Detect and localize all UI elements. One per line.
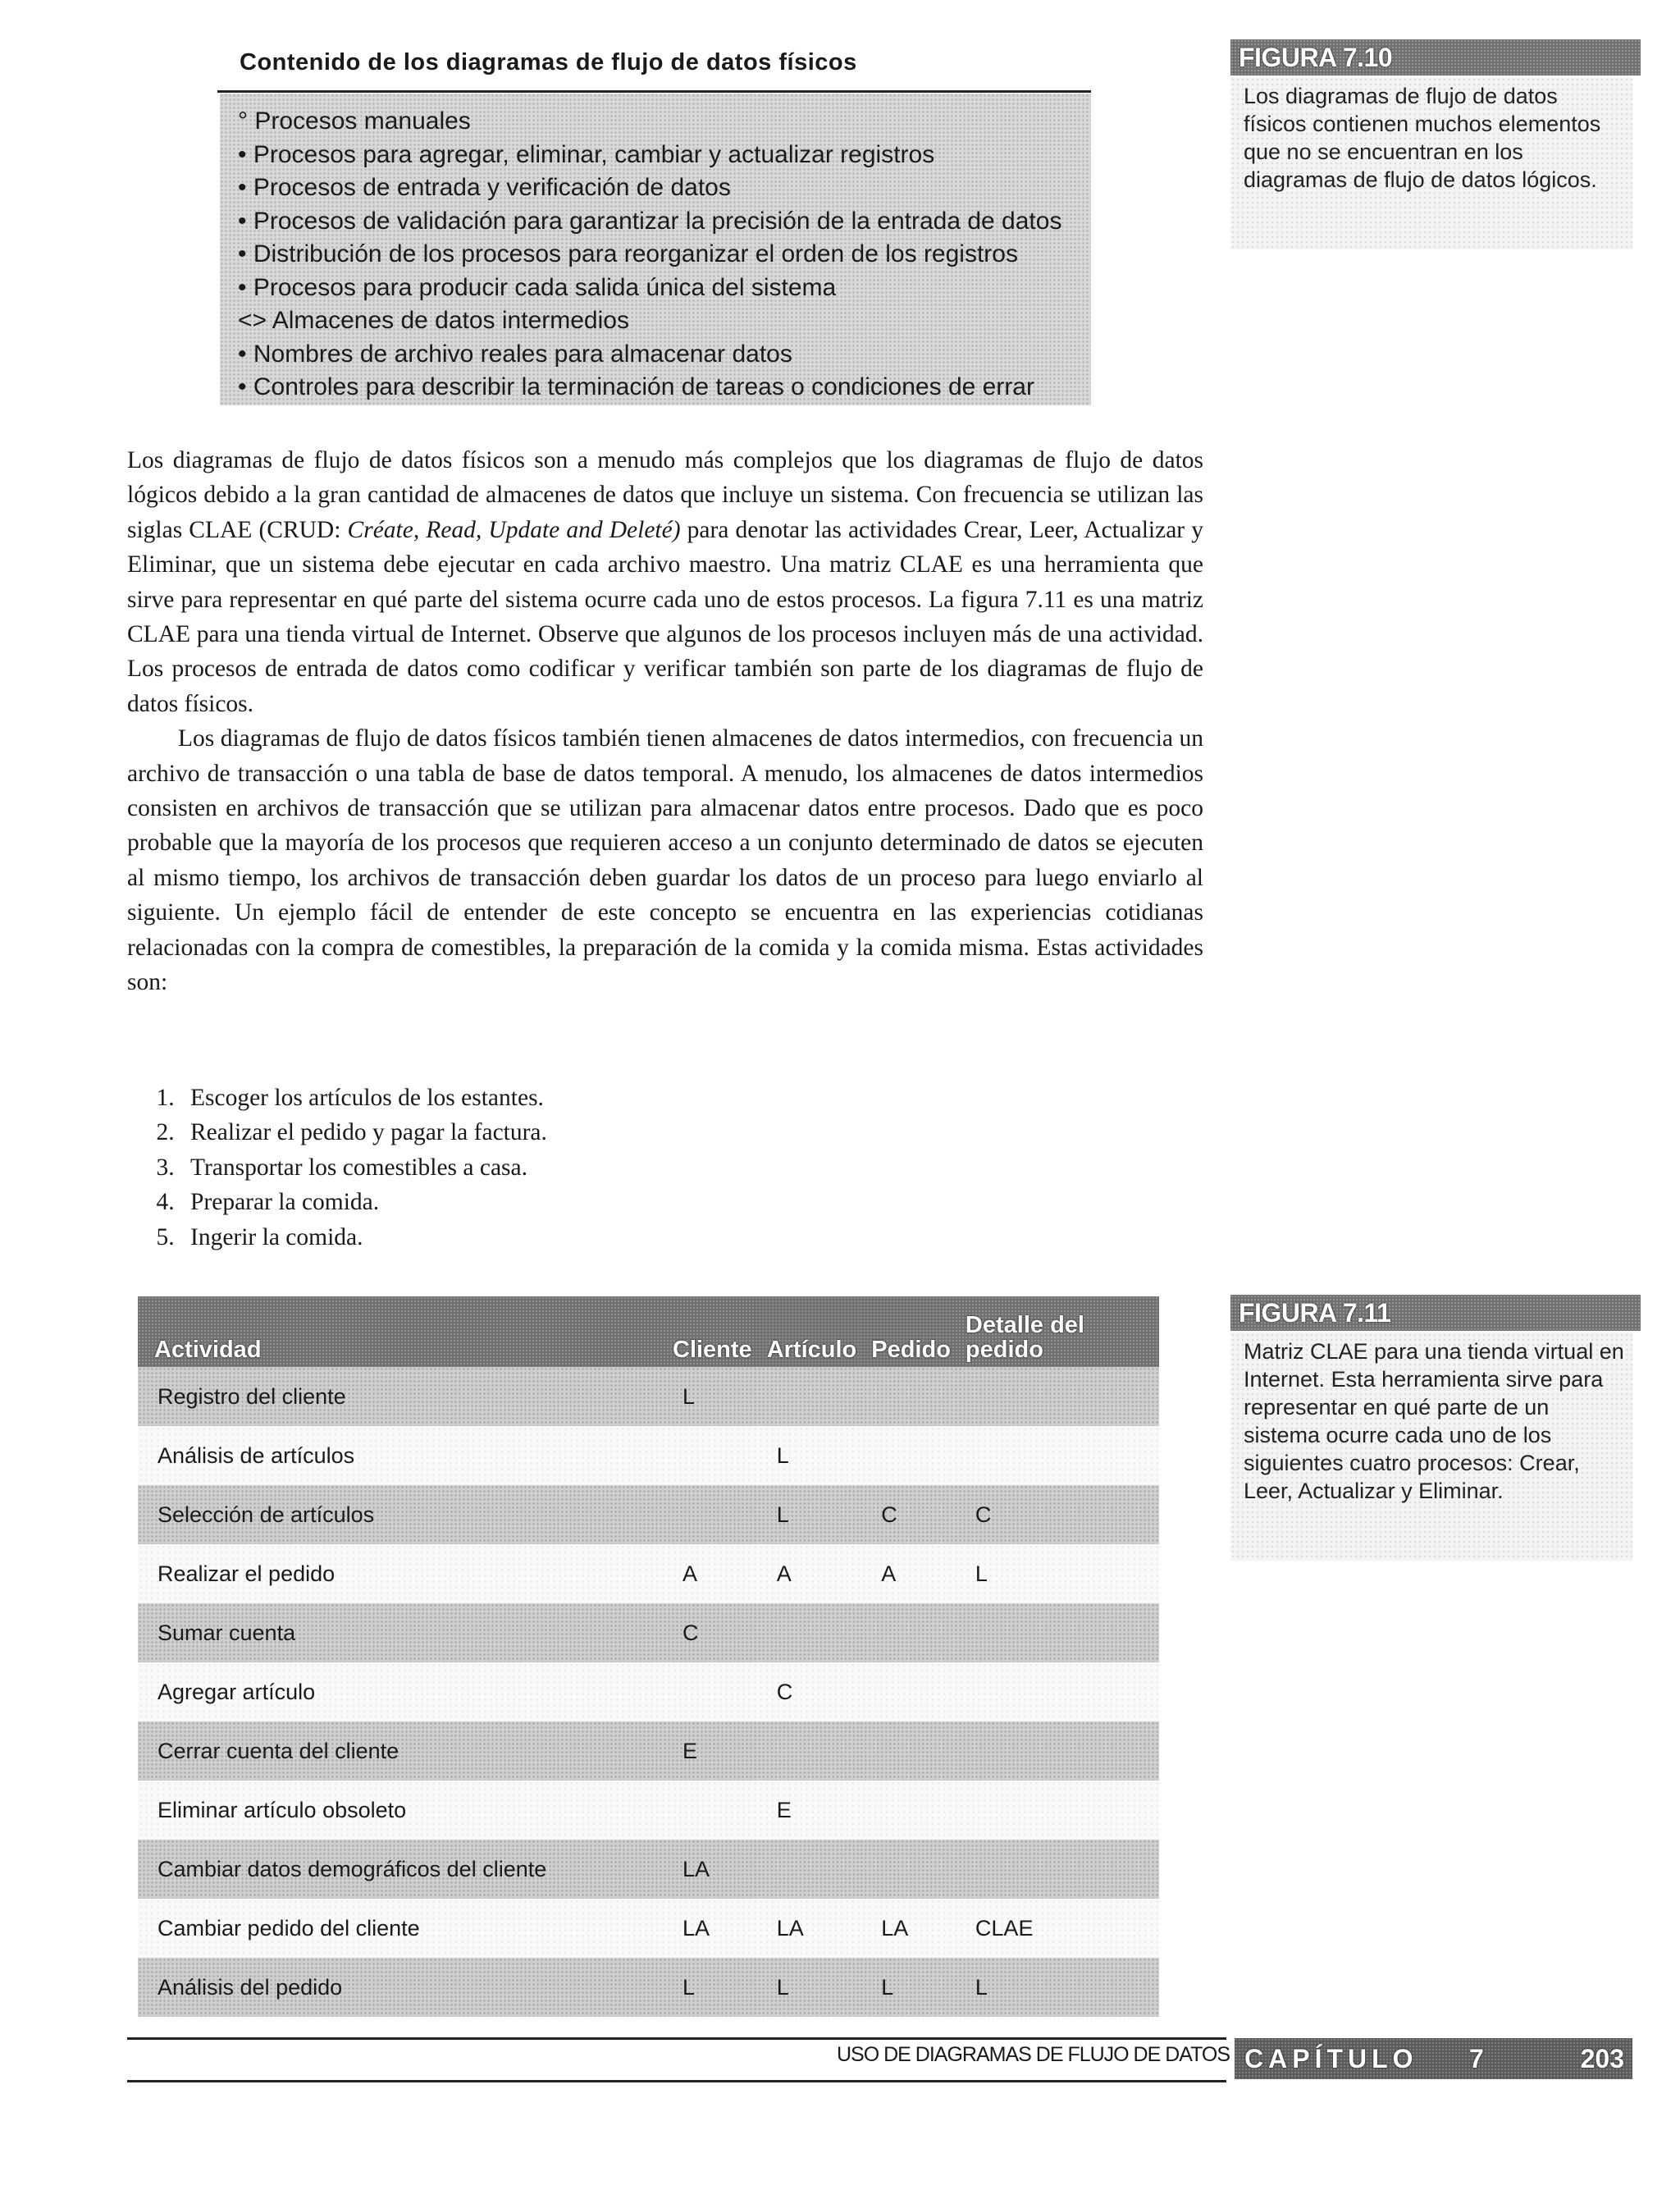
cell-customer: L	[682, 1974, 696, 2000]
cell-item: L	[776, 1974, 789, 2000]
cell-order-detail: L	[975, 1974, 988, 2000]
cell-item	[756, 1840, 861, 1899]
table-row	[138, 1899, 1159, 1958]
cell-customer: C	[682, 1620, 699, 1645]
activity-cell: Agregar artículo	[158, 1679, 316, 1704]
activity-cell: Cambiar datos demográficos del cliente	[158, 1856, 547, 1881]
contents-item: • Controles para describir la terminación de tareas o condiciones de errar	[238, 373, 1034, 400]
cell-order-detail	[954, 1781, 1159, 1840]
contents-item: • Procesos para agregar, eliminar, cambiar y actualizar registros	[238, 140, 935, 168]
crud-expansion: Créate, Read, Update and Deleté)	[347, 516, 681, 543]
activity-cell: Registro del cliente	[158, 1383, 346, 1409]
cell-order-detail	[954, 1721, 1159, 1781]
cell-order	[860, 1840, 954, 1899]
table-row	[138, 1367, 1159, 1426]
step-item: 2. Realizar el pedido y pagar la factura.	[180, 1115, 547, 1150]
table-row	[138, 1426, 1159, 1485]
paragraph-2: Los diagramas de flujo de datos físicos también tienen almacenes de datos intermedios, con frecuencia un archivo de transacción o una tabla de base de datos temporal. A menudo, los almacenes de datos intermedios consisten en archivos de transacción que se utilizan para almacenar datos entre procesos. Dado que es poco probable que la mayoría de los procesos que requieren acceso a un conjunto determinado de datos se ejecuten al mismo tiempo, los archivos de transacción deben guardar los datos de un proceso para luego enviarlo al siguiente. Un ejemplo fácil de entender de este concepto se encuentra en las experiencias cotidianas relacionadas con la compra de comestibles, la preparación de la comida y la comida misma. Estas actividades son:	[127, 725, 1203, 996]
cell-order-detail: C	[975, 1502, 992, 1527]
cell-order-detail: CLAE	[975, 1915, 1034, 1941]
table-row	[138, 1781, 1159, 1840]
header-item: Artículo	[766, 1337, 857, 1363]
table-row	[138, 1958, 1159, 2017]
cell-order	[860, 1367, 954, 1426]
activity-cell: Cambiar pedido del cliente	[158, 1915, 420, 1941]
header-order-detail: Detalle del pedido	[965, 1312, 1084, 1363]
cell-order: A	[881, 1561, 897, 1586]
table-row	[138, 1721, 1159, 1781]
cell-customer: LA	[682, 1915, 710, 1941]
step-item: 4. Preparar la comida.	[180, 1185, 547, 1219]
cell-order-detail	[954, 1840, 1159, 1899]
table-row	[138, 1544, 1159, 1603]
cell-order	[860, 1603, 954, 1662]
contents-item: <> Almacenes de datos intermedios	[238, 307, 629, 334]
table-header-row	[138, 1296, 1159, 1367]
paragraph-1-end: para denotar las actividades Crear, Leer, Actualizar y Eliminar, que un sistema debe ejecutar en cada archivo maestro. Una matriz CLAE es una herramienta que sirve para representar en qué parte del sistema ocurre cada uno de estos procesos. La figura 7.11 es una matriz CLAE para una tienda virtual de Internet. Observe que algunos de los procesos incluyen más de una actividad. Los procesos de entrada de datos como codificar y verificar también son parte de los diagramas de flujo de datos físicos.	[127, 516, 1203, 717]
contents-item: ° Procesos manuales	[238, 107, 471, 135]
cell-order: C	[881, 1502, 897, 1527]
table-row	[138, 1662, 1159, 1721]
footer-rule-top	[127, 2037, 1226, 2040]
figure-11-label: FIGURA 7.11	[1230, 1295, 1641, 1331]
paragraph-1	[127, 443, 1203, 721]
activity-cell: Cerrar cuenta del cliente	[158, 1738, 399, 1763]
contents-list	[220, 94, 1091, 405]
contents-item: • Procesos de entrada y verificación de datos	[238, 174, 731, 201]
cell-item: E	[776, 1797, 792, 1822]
cell-order-detail	[954, 1603, 1159, 1662]
cell-order	[860, 1662, 954, 1721]
contents-item: • Nombres de archivo reales para almacenar datos	[238, 340, 792, 368]
cell-order-detail	[954, 1367, 1159, 1426]
crud-matrix-table	[138, 1296, 1159, 2017]
step-item: 5. Ingerir la comida.	[180, 1220, 547, 1255]
body-text	[127, 443, 1203, 1000]
step-item: 1. Escoger los artículos de los estantes.	[180, 1081, 547, 1115]
cell-order-detail	[954, 1426, 1159, 1485]
step-item: 3. Transportar los comestibles a casa.	[180, 1150, 547, 1185]
cell-customer	[661, 1781, 756, 1840]
contents-rule	[217, 90, 1091, 93]
table-row	[138, 1485, 1159, 1544]
activity-cell: Análisis de artículos	[158, 1442, 355, 1468]
cell-customer	[661, 1662, 756, 1721]
figure-11-caption: Matriz CLAE para una tienda virtual en Internet. Esta herramienta sirve para representar en qué parte de un sistema ocurre cada uno de los siguientes cuatro procesos: Crear, Leer, Actualizar y Eliminar.	[1230, 1333, 1632, 1561]
contents-item: • Distribución de los procesos para reorganizar el orden de los registros	[238, 240, 1018, 267]
chapter-badge	[1235, 2038, 1632, 2079]
activity-cell: Eliminar artículo obsoleto	[158, 1797, 407, 1822]
cell-customer	[661, 1426, 756, 1485]
contents-box	[220, 94, 1091, 405]
cell-item: L	[776, 1442, 789, 1468]
cell-customer: LA	[682, 1856, 710, 1881]
cell-item: L	[776, 1502, 789, 1527]
running-footer-title: USO DE DIAGRAMAS DE FLUJO DE DATOS	[837, 2043, 1230, 2066]
cell-item	[756, 1721, 861, 1781]
contents-item: • Procesos para producir cada salida única del sistema	[238, 273, 837, 301]
activity-steps	[146, 1081, 547, 1255]
activity-cell: Análisis del pedido	[158, 1974, 343, 2000]
page-number: 203	[1580, 2044, 1624, 2073]
cell-order: L	[881, 1974, 894, 2000]
cell-order: LA	[881, 1915, 909, 1941]
contents-item: • Procesos de validación para garantizar la precisión de la entrada de datos	[238, 207, 1062, 235]
cell-item	[756, 1603, 861, 1662]
cell-order-detail	[954, 1662, 1159, 1721]
cell-customer	[661, 1485, 756, 1544]
figure-10-label: FIGURA 7.10	[1230, 39, 1641, 75]
header-activity: Actividad	[154, 1337, 262, 1363]
cell-item	[756, 1367, 861, 1426]
chapter-number: 7	[1469, 2044, 1484, 2073]
chapter-label: CAPÍTULO	[1244, 2044, 1418, 2073]
header-order: Pedido	[871, 1337, 951, 1363]
cell-customer: L	[682, 1383, 696, 1409]
cell-order	[860, 1721, 954, 1781]
cell-item: LA	[776, 1915, 804, 1941]
cell-item: C	[776, 1679, 793, 1704]
cell-order	[860, 1426, 954, 1485]
activity-cell: Selección de artículos	[158, 1502, 375, 1527]
header-customer: Cliente	[673, 1337, 752, 1363]
cell-customer: E	[682, 1738, 698, 1763]
activity-cell: Realizar el pedido	[158, 1561, 336, 1586]
activity-cell: Sumar cuenta	[158, 1620, 296, 1645]
paragraph-1-start: Los diagramas de flujo de datos físicos son a menudo más complejos que los diagramas de flujo de datos lógicos debido a la gran cantidad de almacenes de datos que incluye un sistema. Con frecuencia se utilizan las siglas CLAE (CRUD:	[127, 447, 1203, 543]
table-row	[138, 1603, 1159, 1662]
cell-order	[860, 1781, 954, 1840]
contents-title: Contenido de los diagramas de flujo de datos físicos	[240, 49, 857, 75]
footer-rule-bottom	[127, 2080, 1226, 2082]
cell-item: A	[776, 1561, 792, 1586]
cell-customer: A	[682, 1561, 698, 1586]
table-row	[138, 1840, 1159, 1899]
figure-10-caption: Los diagramas de flujo de datos físicos contienen muchos elementos que no se encuentran en los diagramas de flujo de datos lógicos.	[1230, 77, 1632, 249]
cell-order-detail: L	[975, 1561, 988, 1586]
